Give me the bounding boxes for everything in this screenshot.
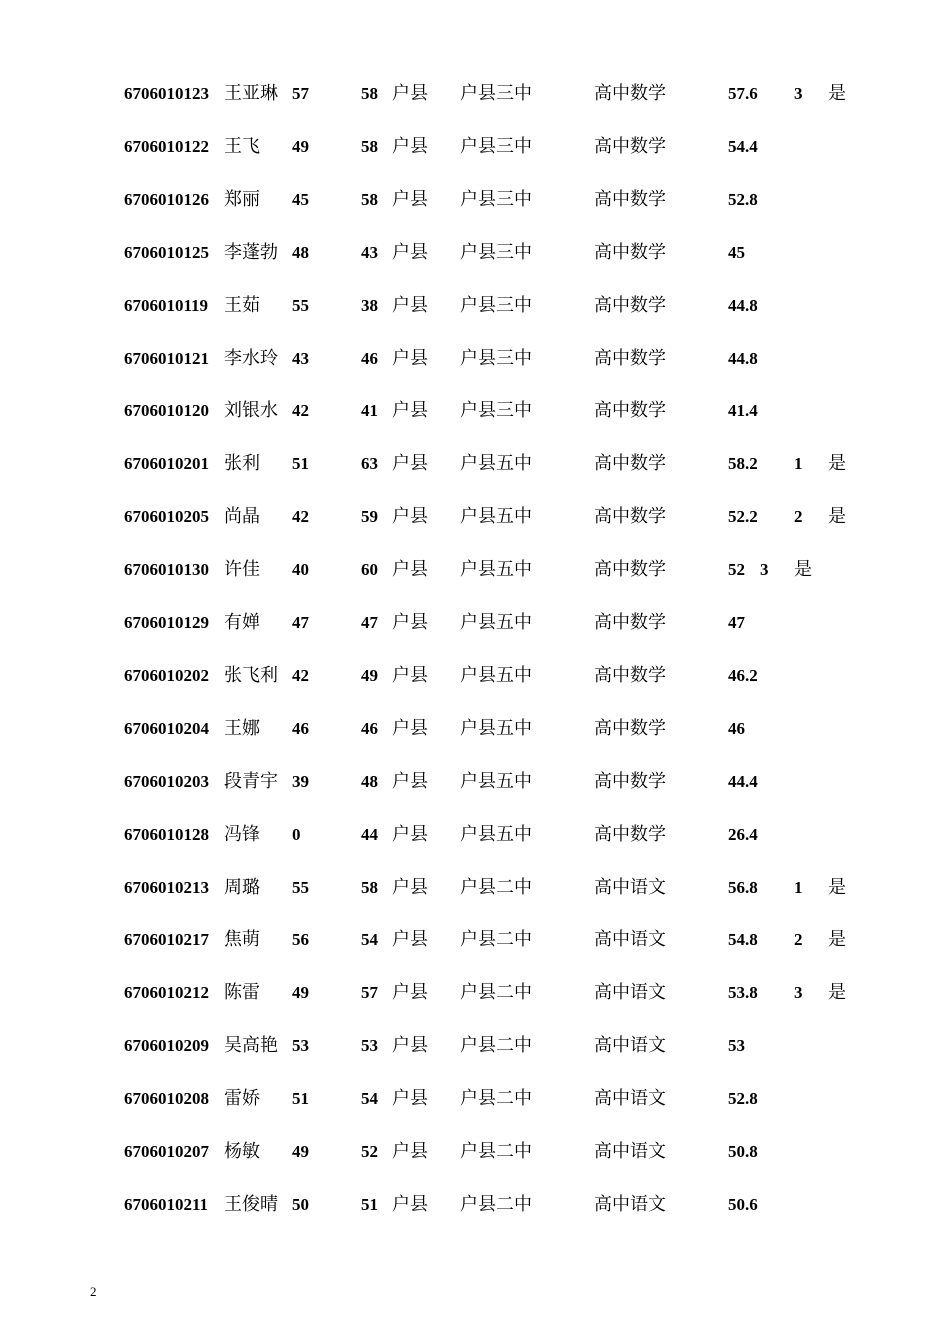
candidate-id: 6706010207: [124, 1142, 209, 1161]
score-2: 58: [361, 137, 378, 156]
county: 户县: [392, 1141, 428, 1162]
score-2: 51: [361, 1195, 378, 1214]
total-score: 58.2: [728, 454, 758, 473]
candidate-id: 6706010217: [124, 930, 209, 949]
table-row: [0, 238, 950, 268]
county: 户县: [392, 453, 428, 474]
total-score: 53: [728, 1036, 745, 1055]
score-2: 44: [361, 825, 378, 844]
score-1: 47: [292, 613, 309, 632]
total-score: 50.6: [728, 1195, 758, 1214]
subject: 高中语文: [594, 1141, 666, 1162]
score-2: 52: [361, 1142, 378, 1161]
subject: 高中数学: [594, 665, 666, 686]
table-row: [0, 714, 950, 744]
county: 户县: [392, 982, 428, 1003]
score-1: 53: [292, 1036, 309, 1055]
table-row: [0, 291, 950, 321]
table-row: [0, 978, 950, 1008]
county: 户县: [392, 189, 428, 210]
candidate-name: 吴高艳: [224, 1035, 278, 1056]
school: 户县二中: [460, 1194, 532, 1215]
total-score: 45: [728, 243, 745, 262]
subject: 高中数学: [594, 453, 666, 474]
candidate-name: 有婵: [224, 612, 260, 633]
table-row: [0, 925, 950, 955]
total-score: 52: [728, 560, 745, 579]
total-score: 46: [728, 719, 745, 738]
score-2: 59: [361, 507, 378, 526]
total-score: 52.8: [728, 190, 758, 209]
total-score: 41.4: [728, 401, 758, 420]
county: 户县: [392, 136, 428, 157]
rank: 3: [794, 84, 803, 103]
candidate-id: 6706010119: [124, 296, 209, 315]
candidate-name: 王茹: [224, 295, 260, 316]
candidate-id: 6706010211: [124, 1195, 209, 1214]
candidate-name: 焦萌: [224, 929, 260, 950]
candidate-id: 6706010120: [124, 401, 209, 420]
subject: 高中数学: [594, 242, 666, 263]
rank: 2: [794, 930, 803, 949]
subject: 高中语文: [594, 1088, 666, 1109]
score-2: 43: [361, 243, 378, 262]
school: 户县三中: [460, 242, 532, 263]
candidate-id: 6706010204: [124, 719, 209, 738]
candidate-id: 6706010203: [124, 772, 209, 791]
table-row: [0, 555, 950, 585]
subject: 高中数学: [594, 506, 666, 527]
score-1: 55: [292, 878, 309, 897]
county: 户县: [392, 1194, 428, 1215]
total-score: 44.4: [728, 772, 758, 791]
score-1: 48: [292, 243, 309, 262]
candidate-id: 6706010213: [124, 878, 209, 897]
subject: 高中数学: [594, 718, 666, 739]
school: 户县五中: [460, 612, 532, 633]
candidate-id: 6706010121: [124, 349, 209, 368]
candidate-name: 周璐: [224, 877, 260, 898]
county: 户县: [392, 877, 428, 898]
total-score: 53.8: [728, 983, 758, 1002]
candidate-id: 6706010122: [124, 137, 209, 156]
county: 户县: [392, 348, 428, 369]
selected-flag: 是: [828, 982, 846, 1003]
school: 户县五中: [460, 665, 532, 686]
score-1: 39: [292, 772, 309, 791]
score-1: 43: [292, 349, 309, 368]
subject: 高中语文: [594, 1035, 666, 1056]
subject: 高中数学: [594, 771, 666, 792]
score-2: 53: [361, 1036, 378, 1055]
rank: 3: [760, 560, 769, 579]
subject: 高中数学: [594, 83, 666, 104]
score-1: 0: [292, 825, 301, 844]
subject: 高中语文: [594, 929, 666, 950]
county: 户县: [392, 665, 428, 686]
score-1: 40: [292, 560, 309, 579]
candidate-name: 雷娇: [224, 1088, 260, 1109]
subject: 高中数学: [594, 348, 666, 369]
county: 户县: [392, 559, 428, 580]
school: 户县二中: [460, 982, 532, 1003]
school: 户县三中: [460, 400, 532, 421]
score-2: 41: [361, 401, 378, 420]
selected-flag: 是: [828, 83, 846, 104]
subject: 高中数学: [594, 400, 666, 421]
score-2: 58: [361, 878, 378, 897]
score-1: 56: [292, 930, 309, 949]
selected-flag: 是: [794, 559, 812, 580]
total-score: 44.8: [728, 296, 758, 315]
table-row: [0, 873, 950, 903]
candidate-name: 张飞利: [224, 665, 278, 686]
county: 户县: [392, 824, 428, 845]
total-score: 47: [728, 613, 745, 632]
candidate-name: 张利: [224, 453, 260, 474]
subject: 高中语文: [594, 1194, 666, 1215]
table-row: [0, 1084, 950, 1114]
subject: 高中数学: [594, 824, 666, 845]
total-score: 52.8: [728, 1089, 758, 1108]
candidate-id: 6706010208: [124, 1089, 209, 1108]
score-2: 48: [361, 772, 378, 791]
candidate-name: 王俊晴: [224, 1194, 278, 1215]
total-score: 54.4: [728, 137, 758, 156]
school: 户县三中: [460, 295, 532, 316]
subject: 高中数学: [594, 612, 666, 633]
total-score: 52.2: [728, 507, 758, 526]
table-row: [0, 79, 950, 109]
county: 户县: [392, 612, 428, 633]
candidate-name: 郑丽: [224, 189, 260, 210]
table-row: [0, 449, 950, 479]
county: 户县: [392, 400, 428, 421]
school: 户县二中: [460, 929, 532, 950]
school: 户县五中: [460, 453, 532, 474]
table-row: [0, 132, 950, 162]
rank: 1: [794, 454, 803, 473]
county: 户县: [392, 929, 428, 950]
candidate-id: 6706010129: [124, 613, 209, 632]
table-row: [0, 396, 950, 426]
school: 户县五中: [460, 771, 532, 792]
school: 户县二中: [460, 1088, 532, 1109]
table-row: [0, 767, 950, 797]
selected-flag: 是: [828, 506, 846, 527]
school: 户县五中: [460, 824, 532, 845]
county: 户县: [392, 718, 428, 739]
county: 户县: [392, 1035, 428, 1056]
candidate-id: 6706010125: [124, 243, 209, 262]
school: 户县二中: [460, 1141, 532, 1162]
rank: 2: [794, 507, 803, 526]
school: 户县三中: [460, 348, 532, 369]
candidate-name: 尚晶: [224, 506, 260, 527]
total-score: 56.8: [728, 878, 758, 897]
table-row: [0, 502, 950, 532]
school: 户县五中: [460, 718, 532, 739]
rank: 3: [794, 983, 803, 1002]
county: 户县: [392, 1088, 428, 1109]
selected-flag: 是: [828, 929, 846, 950]
score-1: 45: [292, 190, 309, 209]
table-row: [0, 608, 950, 638]
score-2: 38: [361, 296, 378, 315]
subject: 高中数学: [594, 136, 666, 157]
subject: 高中语文: [594, 877, 666, 898]
candidate-name: 李蓬勃: [224, 242, 278, 263]
total-score: 46.2: [728, 666, 758, 685]
candidate-name: 王亚琳: [224, 83, 278, 104]
candidate-name: 陈雷: [224, 982, 260, 1003]
score-1: 42: [292, 507, 309, 526]
school: 户县三中: [460, 83, 532, 104]
score-2: 46: [361, 349, 378, 368]
candidate-id: 6706010201: [124, 454, 209, 473]
subject: 高中语文: [594, 982, 666, 1003]
score-1: 42: [292, 666, 309, 685]
school: 户县二中: [460, 877, 532, 898]
candidate-id: 6706010205: [124, 507, 209, 526]
school: 户县五中: [460, 559, 532, 580]
score-1: 49: [292, 1142, 309, 1161]
candidate-name: 杨敏: [224, 1141, 260, 1162]
candidate-id: 6706010128: [124, 825, 209, 844]
school: 户县五中: [460, 506, 532, 527]
score-1: 51: [292, 1089, 309, 1108]
total-score: 26.4: [728, 825, 758, 844]
score-2: 63: [361, 454, 378, 473]
subject: 高中数学: [594, 295, 666, 316]
total-score: 57.6: [728, 84, 758, 103]
score-1: 51: [292, 454, 309, 473]
subject: 高中数学: [594, 559, 666, 580]
county: 户县: [392, 83, 428, 104]
score-1: 49: [292, 983, 309, 1002]
county: 户县: [392, 242, 428, 263]
county: 户县: [392, 506, 428, 527]
table-row: [0, 1190, 950, 1220]
selected-flag: 是: [828, 453, 846, 474]
score-2: 58: [361, 190, 378, 209]
candidate-id: 6706010212: [124, 983, 209, 1002]
score-1: 49: [292, 137, 309, 156]
score-1: 46: [292, 719, 309, 738]
table-row: [0, 185, 950, 215]
subject: 高中数学: [594, 189, 666, 210]
page-number: 2: [90, 1284, 97, 1299]
school: 户县三中: [460, 189, 532, 210]
candidate-id: 6706010126: [124, 190, 209, 209]
total-score: 50.8: [728, 1142, 758, 1161]
candidate-name: 李水玲: [224, 348, 278, 369]
rank: 1: [794, 878, 803, 897]
candidate-name: 许佳: [224, 559, 260, 580]
score-1: 42: [292, 401, 309, 420]
score-2: 58: [361, 84, 378, 103]
candidate-id: 6706010202: [124, 666, 209, 685]
candidate-id: 6706010130: [124, 560, 209, 579]
candidate-name: 冯锋: [224, 824, 260, 845]
score-2: 47: [361, 613, 378, 632]
candidate-name: 刘银水: [224, 400, 278, 421]
school: 户县三中: [460, 136, 532, 157]
score-2: 57: [361, 983, 378, 1002]
candidate-name: 段青宇: [224, 771, 278, 792]
candidate-id: 6706010209: [124, 1036, 209, 1055]
score-2: 60: [361, 560, 378, 579]
table-row: [0, 1137, 950, 1167]
score-2: 54: [361, 930, 378, 949]
score-1: 57: [292, 84, 309, 103]
total-score: 54.8: [728, 930, 758, 949]
table-row: [0, 1031, 950, 1061]
candidate-name: 王娜: [224, 718, 260, 739]
selected-flag: 是: [828, 877, 846, 898]
table-row: [0, 661, 950, 691]
total-score: 44.8: [728, 349, 758, 368]
table-row: [0, 820, 950, 850]
table-row: [0, 344, 950, 374]
candidate-id: 6706010123: [124, 84, 209, 103]
county: 户县: [392, 295, 428, 316]
school: 户县二中: [460, 1035, 532, 1056]
score-1: 55: [292, 296, 309, 315]
score-2: 54: [361, 1089, 378, 1108]
score-2: 46: [361, 719, 378, 738]
score-2: 49: [361, 666, 378, 685]
candidate-name: 王飞: [224, 136, 260, 157]
county: 户县: [392, 771, 428, 792]
score-1: 50: [292, 1195, 309, 1214]
